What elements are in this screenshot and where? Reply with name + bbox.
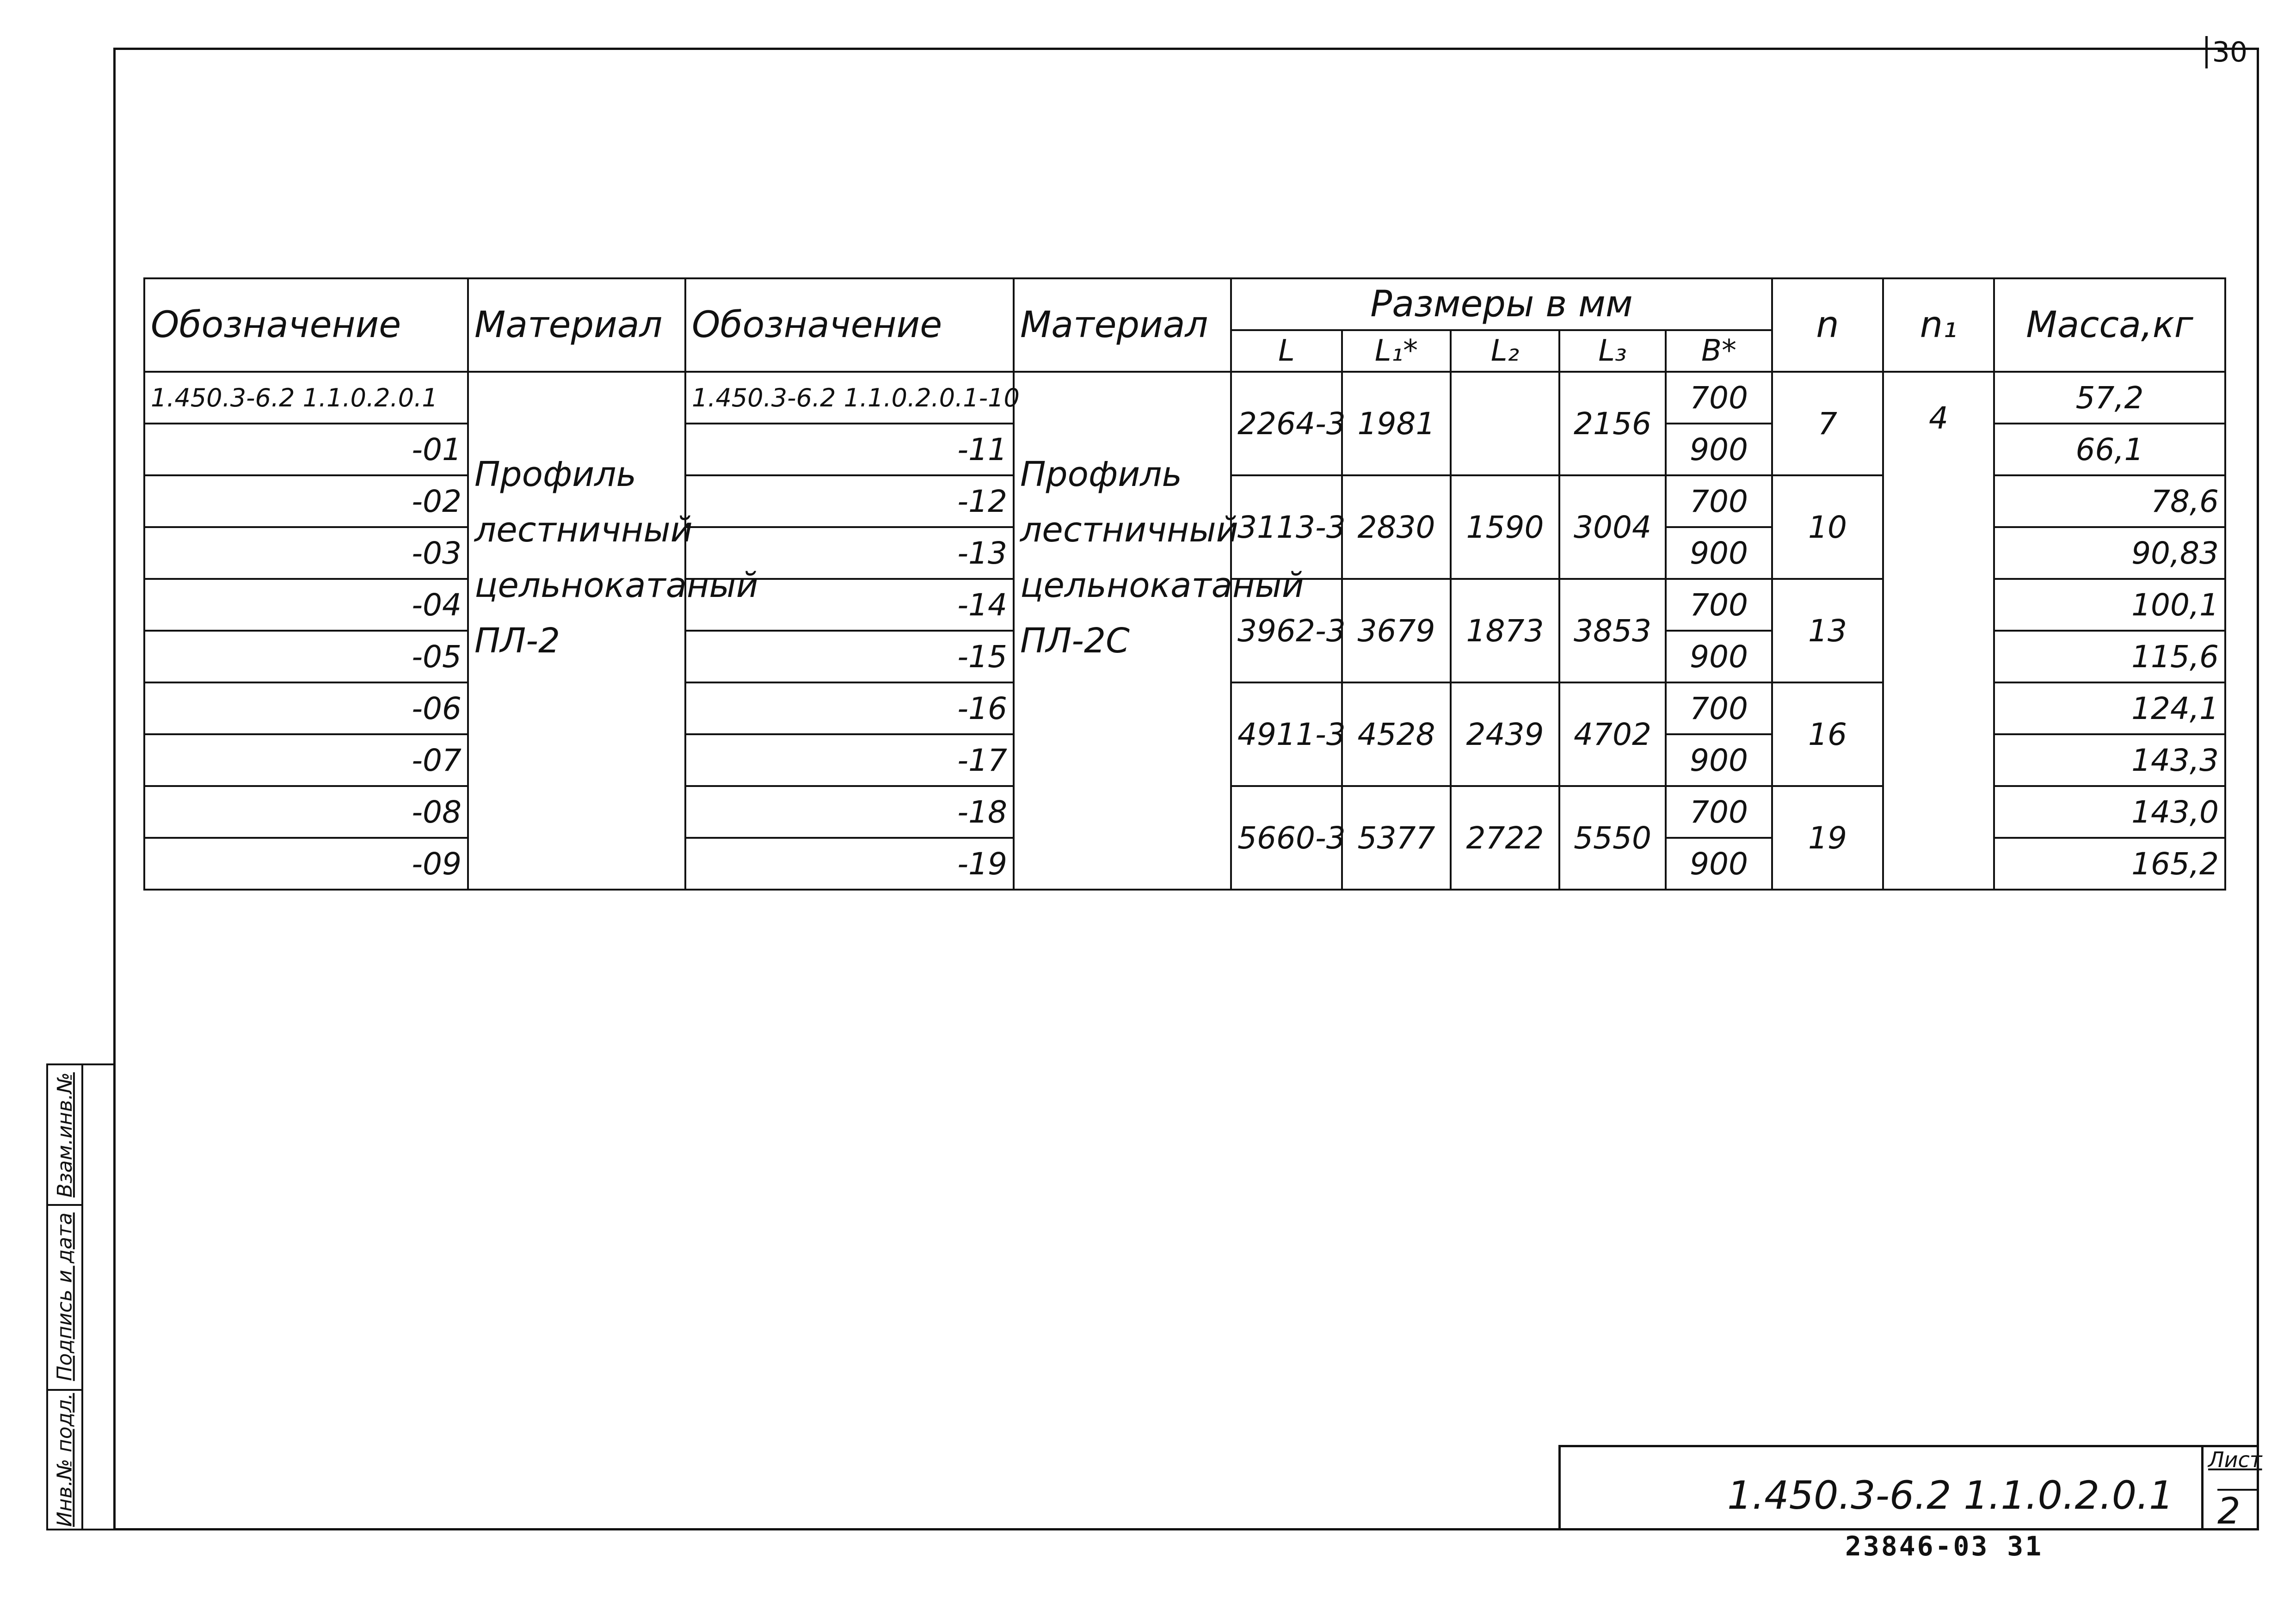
right-code: -15 xyxy=(685,631,1014,682)
dim-L3: 3853 xyxy=(1559,579,1666,682)
right-code: -13 xyxy=(685,527,1014,579)
value-n: 16 xyxy=(1772,682,1883,786)
dim-L2 xyxy=(1451,372,1559,475)
document-code: 1.450.3-6.2 1.1.0.2.0.1 xyxy=(1727,1473,2174,1518)
right-code: -16 xyxy=(685,682,1014,734)
header-dim-B: B* xyxy=(1666,330,1772,372)
value-n: 19 xyxy=(1772,786,1883,890)
dim-L2: 2722 xyxy=(1451,786,1559,890)
sheet-label: Лист xyxy=(2208,1447,2262,1472)
left-code: -07 xyxy=(144,734,468,786)
mass-value: 124,1 xyxy=(1994,682,2225,734)
header-mass: Масса,кг xyxy=(1994,278,2225,372)
header-dim-L3: L₃ xyxy=(1559,330,1666,372)
header-dim-L2: L₂ xyxy=(1451,330,1559,372)
header-n: n xyxy=(1772,278,1883,372)
sidebar-original-inv: Инв.№ подл. xyxy=(53,1393,77,1527)
dim-L1: 1981 xyxy=(1342,372,1451,475)
left-code: -09 xyxy=(144,838,468,890)
material-right: Профиль лестничный цельнокатаный ПЛ-2С xyxy=(1014,372,1231,890)
sidebar-replace-inv: Взам.инв.№ xyxy=(48,1065,81,1206)
dim-B: 900 xyxy=(1666,631,1772,682)
dim-L: 4911-3 xyxy=(1231,682,1342,786)
header-dim-L1: L₁* xyxy=(1342,330,1451,372)
title-block xyxy=(1558,1445,2262,1532)
left-code: 1.450.3-6.2 1.1.0.2.0.1 xyxy=(144,372,468,424)
mass-value: 143,0 xyxy=(1994,786,2225,838)
mass-value: 78,6 xyxy=(1994,475,2225,527)
page-corner-number: 30 xyxy=(2205,36,2247,68)
dim-L1: 3679 xyxy=(1342,579,1451,682)
table-row xyxy=(144,372,2225,424)
header-dim-L: L xyxy=(1231,330,1342,372)
dim-L2: 1873 xyxy=(1451,579,1559,682)
specification-table xyxy=(143,277,2226,891)
right-code: -17 xyxy=(685,734,1014,786)
mass-value: 100,1 xyxy=(1994,579,2225,631)
left-code: -05 xyxy=(144,631,468,682)
dim-B: 900 xyxy=(1666,734,1772,786)
sidebar-signature-date: Подпись и дата xyxy=(48,1204,81,1391)
dim-B: 900 xyxy=(1666,527,1772,579)
left-code: -06 xyxy=(144,682,468,734)
dim-L3: 4702 xyxy=(1559,682,1666,786)
sidebar-divider xyxy=(81,1065,83,1529)
dim-L1: 2830 xyxy=(1342,475,1451,579)
right-code: -12 xyxy=(685,475,1014,527)
value-n: 10 xyxy=(1772,475,1883,579)
header-dimensions-group: Размеры в мм xyxy=(1231,278,1772,330)
header-material-2: Материал xyxy=(1014,278,1231,372)
dim-L: 5660-3 xyxy=(1231,786,1342,890)
dim-B: 700 xyxy=(1666,372,1772,424)
dim-B: 900 xyxy=(1666,424,1772,475)
header-material-1: Материал xyxy=(468,278,685,372)
dim-L1: 5377 xyxy=(1342,786,1451,890)
dim-L2: 2439 xyxy=(1451,682,1559,786)
sheet-number: 2 xyxy=(2217,1489,2259,1532)
dim-L: 3962-3 xyxy=(1231,579,1342,682)
dim-L: 3113-3 xyxy=(1231,475,1342,579)
archive-stamp: 23846-03 31 xyxy=(1845,1530,2044,1562)
header-n1: n₁ xyxy=(1883,278,1994,372)
value-n: 13 xyxy=(1772,579,1883,682)
dim-B: 900 xyxy=(1666,838,1772,890)
mass-value: 66,1 xyxy=(1994,424,2225,475)
header-designation-1: Обозначение xyxy=(144,278,468,372)
dim-L3: 2156 xyxy=(1559,372,1666,475)
left-code: -01 xyxy=(144,424,468,475)
left-code: -04 xyxy=(144,579,468,631)
dim-B: 700 xyxy=(1666,475,1772,527)
right-code: -14 xyxy=(685,579,1014,631)
left-code: -03 xyxy=(144,527,468,579)
dim-B: 700 xyxy=(1666,579,1772,631)
header-designation-2: Обозначение xyxy=(685,278,1014,372)
dim-L3: 3004 xyxy=(1559,475,1666,579)
right-code: -18 xyxy=(685,786,1014,838)
value-n1: 4 xyxy=(1883,372,1994,890)
dim-B: 700 xyxy=(1666,786,1772,838)
dim-L2: 1590 xyxy=(1451,475,1559,579)
right-code: -11 xyxy=(685,424,1014,475)
dim-L1: 4528 xyxy=(1342,682,1451,786)
mass-value: 115,6 xyxy=(1994,631,2225,682)
approval-sidebar xyxy=(46,1063,113,1530)
dim-L: 2264-3 xyxy=(1231,372,1342,475)
dim-L3: 5550 xyxy=(1559,786,1666,890)
mass-value: 143,3 xyxy=(1994,734,2225,786)
right-code: -19 xyxy=(685,838,1014,890)
left-code: -08 xyxy=(144,786,468,838)
mass-value: 90,83 xyxy=(1994,527,2225,579)
dim-B: 700 xyxy=(1666,682,1772,734)
mass-value: 165,2 xyxy=(1994,838,2225,890)
right-code: 1.450.3-6.2 1.1.0.2.0.1-10 xyxy=(685,372,1014,424)
left-code: -02 xyxy=(144,475,468,527)
mass-value: 57,2 xyxy=(1994,372,2225,424)
value-n: 7 xyxy=(1772,372,1883,475)
material-left: Профиль лестничный цельнокатаный ПЛ-2 xyxy=(468,372,685,890)
sheet-box xyxy=(2201,1447,2262,1532)
